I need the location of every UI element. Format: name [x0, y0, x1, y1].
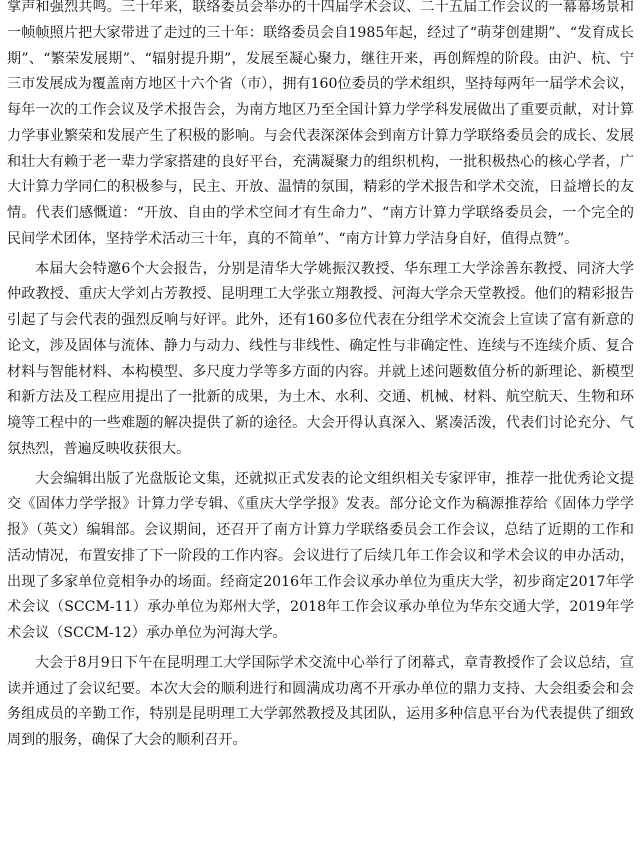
paragraph-proceedings: 大会编辑出版了光盘版论文集，还就拟正式发表的论文组织相关专家评审，推荐一批优秀论文提交《固体力学学报》计算力学专辑、《重庆大学学报》发表。部分论文作为稿源推荐给《固体力学学报》（英文）编辑部。会议期间，还召开了南方计算力学联络委员会工作会议，总结了近期的工作和活动情况，布置安排了下一阶段的工作内容。会议进行了后续几年工作会议和学术会议的申办活动，出现了多家单位竞相争办的场面。经商定2016年工作会议承办单位为重庆大学，初步商定2017年学术会议（SCCM-11）承办单位为郑州大学，2018年工作会议承办单位为华东交通大学，2019年学术会议（SCCM-12）承办单位为河海大学。 [7, 470, 634, 641]
paragraph-history: 掌声和强烈共鸣。三十年来，联络委员会举办的十四届学术会议、二十五届工作会议的一幕幕场景和一帧帧照片把大家带进了走过的三十年：联络委员会自1985年起，经过了“萌芽创建期”、“发育成长期”、“繁荣发展期”、“辐射提升期”，发展至凝心聚力，继往开来，再创辉煌的阶段。由沪、杭、宁三市发展成为覆盖南方地区十六个省（市），拥有160位委员的学术组织，坚持每两年一届学术会议，每年一次的工作会议及学术报告会，为南方地区乃至全国计算力学学科发展做出了重要贡献，对计算力学事业繁荣和发展产生了积极的影响。与会代表深深体会到南方计算力学联络委员会的成长、发展和壮大有赖于老一辈力学家搭建的良好平台，充满凝聚力的组织机构，一批积极热心的核心学者，广大计算力学同仁的积极参与，民主、开放、温情的氛围，精彩的学术报告和学术交流，日益增长的友情。代表们感慨道：“开放、自由的学术空间才有生命力”、“南方计算力学联络委员会，一个完全的民间学术团体，坚持学术活动三十年，真的不简单”、“南方计算力学洁身自好，值得点赞”。 [7, 0, 634, 247]
paragraph-closing: 大会于8月9日下午在昆明理工大学国际学术交流中心举行了闭幕式，章青教授作了会议总结，宣读并通过了会议纪要。本次大会的顺利进行和圆满成功离不开承办单位的鼎力支持、大会组委会和会务组成员的辛勤工作，特别是昆明理工大学郭然教授及其团队，运用多种信息平台为代表提供了细致周到的服务，确保了大会的顺利召开。 [7, 654, 634, 748]
paragraph-reports: 本届大会特邀6个大会报告，分别是清华大学姚振汉教授、华东理工大学涂善东教授、同济大学仲政教授、重庆大学刘占芳教授、昆明理工大学张立翔教授、河海大学佘天堂教授。他们的精彩报告引起了与会代表的强烈反响与好评。此外，还有160多位代表在分组学术交流会上宣读了富有新意的论文，涉及固体与流体、静力与动力、线性与非线性、确定性与非确定性、连续与不连续介质、复合材料与智能材料、本构模型、多尺度力学等多方面的内容。并就上述问题数值分析的新理论、新模型和新方法及工程应用提出了一批新的成果，为土木、水利、交通、机械、材料、航空航天、生物和环境等工程中的一些难题的解决提供了新的途径。大会开得认真深入、紧凑活泼，代表们讨论充分、气氛热烈，普遍反映收获很大。 [7, 260, 634, 457]
